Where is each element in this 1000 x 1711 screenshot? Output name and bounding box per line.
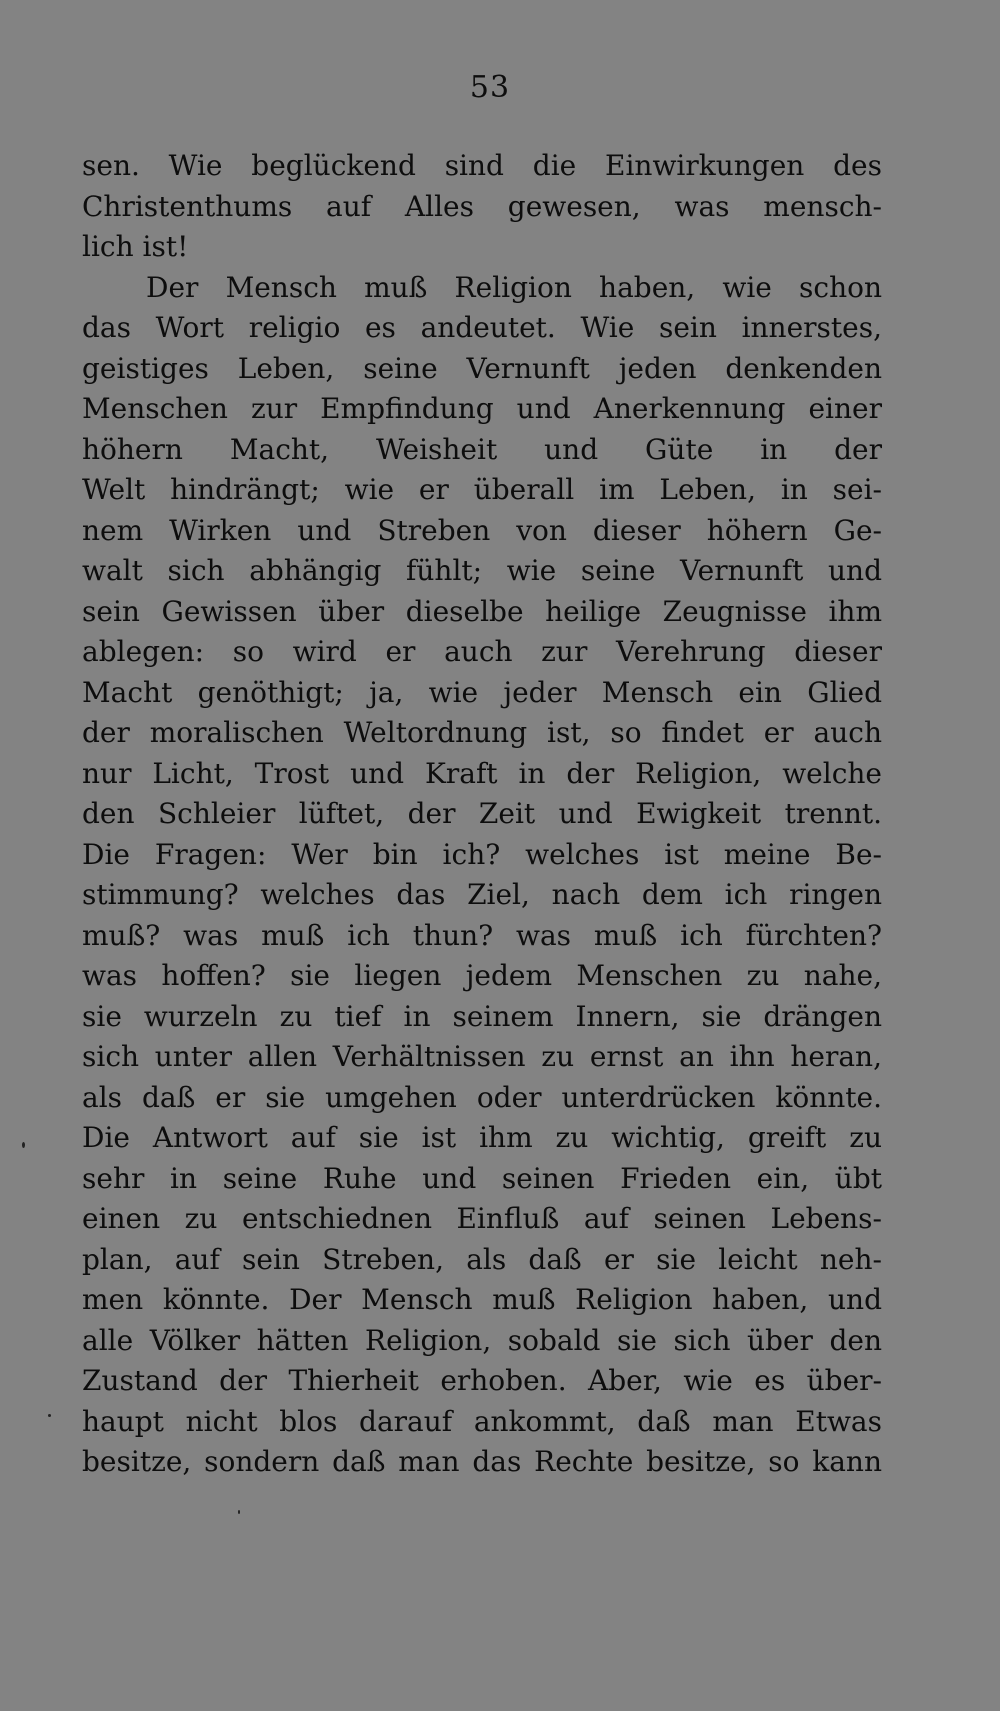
text-line: sen. Wie beglückend sind die Einwirkungen des	[82, 149, 882, 182]
text-line: walt sich abhängig fühlt; wie seine Vernunft und	[82, 554, 882, 587]
text-line: Die Antwort auf sie ist ihm zu wichtig, greift zu	[82, 1121, 882, 1154]
page-number: 53	[469, 70, 511, 105]
text-line: plan, auf sein Streben, als daß er sie leicht neh-	[82, 1242, 882, 1276]
text-line: einen zu entschiednen Einfluß auf seinen Lebens-	[82, 1202, 882, 1235]
text-line: muß? was muß ich thun? was muß ich fürchten?	[82, 918, 882, 952]
text-line: ablegen: so wird er auch zur Verehrung dieser	[82, 635, 882, 668]
text-line: höhern Macht, Weisheit und Güte in der	[82, 432, 882, 466]
text-line: sich unter allen Verhältnissen zu ernst an ihn heran,	[82, 1040, 882, 1073]
text-line: Die Fragen: Wer bin ich? welches ist meine Be-	[82, 837, 882, 871]
text-line: der moralischen Weltordnung ist, so findet er auch	[82, 716, 882, 749]
text-line: Welt hindrängt; wie er überall im Leben, in sei-	[82, 473, 882, 506]
text-line: sein Gewissen über dieselbe heilige Zeugnisse ihm	[82, 594, 882, 628]
text-line: das Wort religio es andeutet. Wie sein innerstes,	[82, 311, 882, 344]
text-line: haupt nicht blos darauf ankommt, daß man Etwas	[82, 1404, 882, 1438]
scan-speck	[22, 1142, 25, 1148]
text-line: sie wurzeln zu tief in seinem Innern, sie drängen	[82, 999, 882, 1033]
text-line: Der Mensch muß Religion haben, wie schon	[146, 270, 882, 304]
text-line: geistiges Leben, seine Vernunft jeden denkenden	[82, 351, 882, 385]
text-line: den Schleier lüftet, der Zeit und Ewigkeit trennt.	[82, 797, 882, 830]
text-line: sehr in seine Ruhe und seinen Frieden ein, übt	[82, 1161, 882, 1195]
body-text	[82, 146, 882, 1483]
text-line: Christenthums auf Alles gewesen, was mensch-	[82, 189, 882, 223]
text-line: nem Wirken und Streben von dieser höhern Ge-	[82, 513, 882, 547]
text-line: alle Völker hätten Religion, sobald sie sich über den	[82, 1323, 882, 1357]
scan-speck	[238, 1510, 240, 1514]
text-line: Zustand der Thierheit erhoben. Aber, wie es über-	[82, 1364, 882, 1397]
text-line: was hoffen? sie liegen jedem Menschen zu nahe,	[82, 959, 882, 992]
text-line: stimmung? welches das Ziel, nach dem ich ringen	[82, 878, 882, 911]
text-line: Macht genöthigt; ja, wie jeder Mensch ein Glied	[82, 675, 882, 709]
text-line: nur Licht, Trost und Kraft in der Religion, welche	[82, 756, 882, 790]
text-line: Menschen zur Empfindung und Anerkennung einer	[82, 392, 882, 425]
text-line: besitze, sondern daß man das Rechte besitze, so kann	[82, 1445, 882, 1478]
text-line: men könnte. Der Mensch muß Religion haben, und	[82, 1283, 882, 1316]
scan-speck	[48, 1414, 51, 1417]
text-line: als daß er sie umgehen oder unterdrücken könnte.	[82, 1080, 882, 1114]
text-line: lich ist!	[82, 230, 189, 263]
